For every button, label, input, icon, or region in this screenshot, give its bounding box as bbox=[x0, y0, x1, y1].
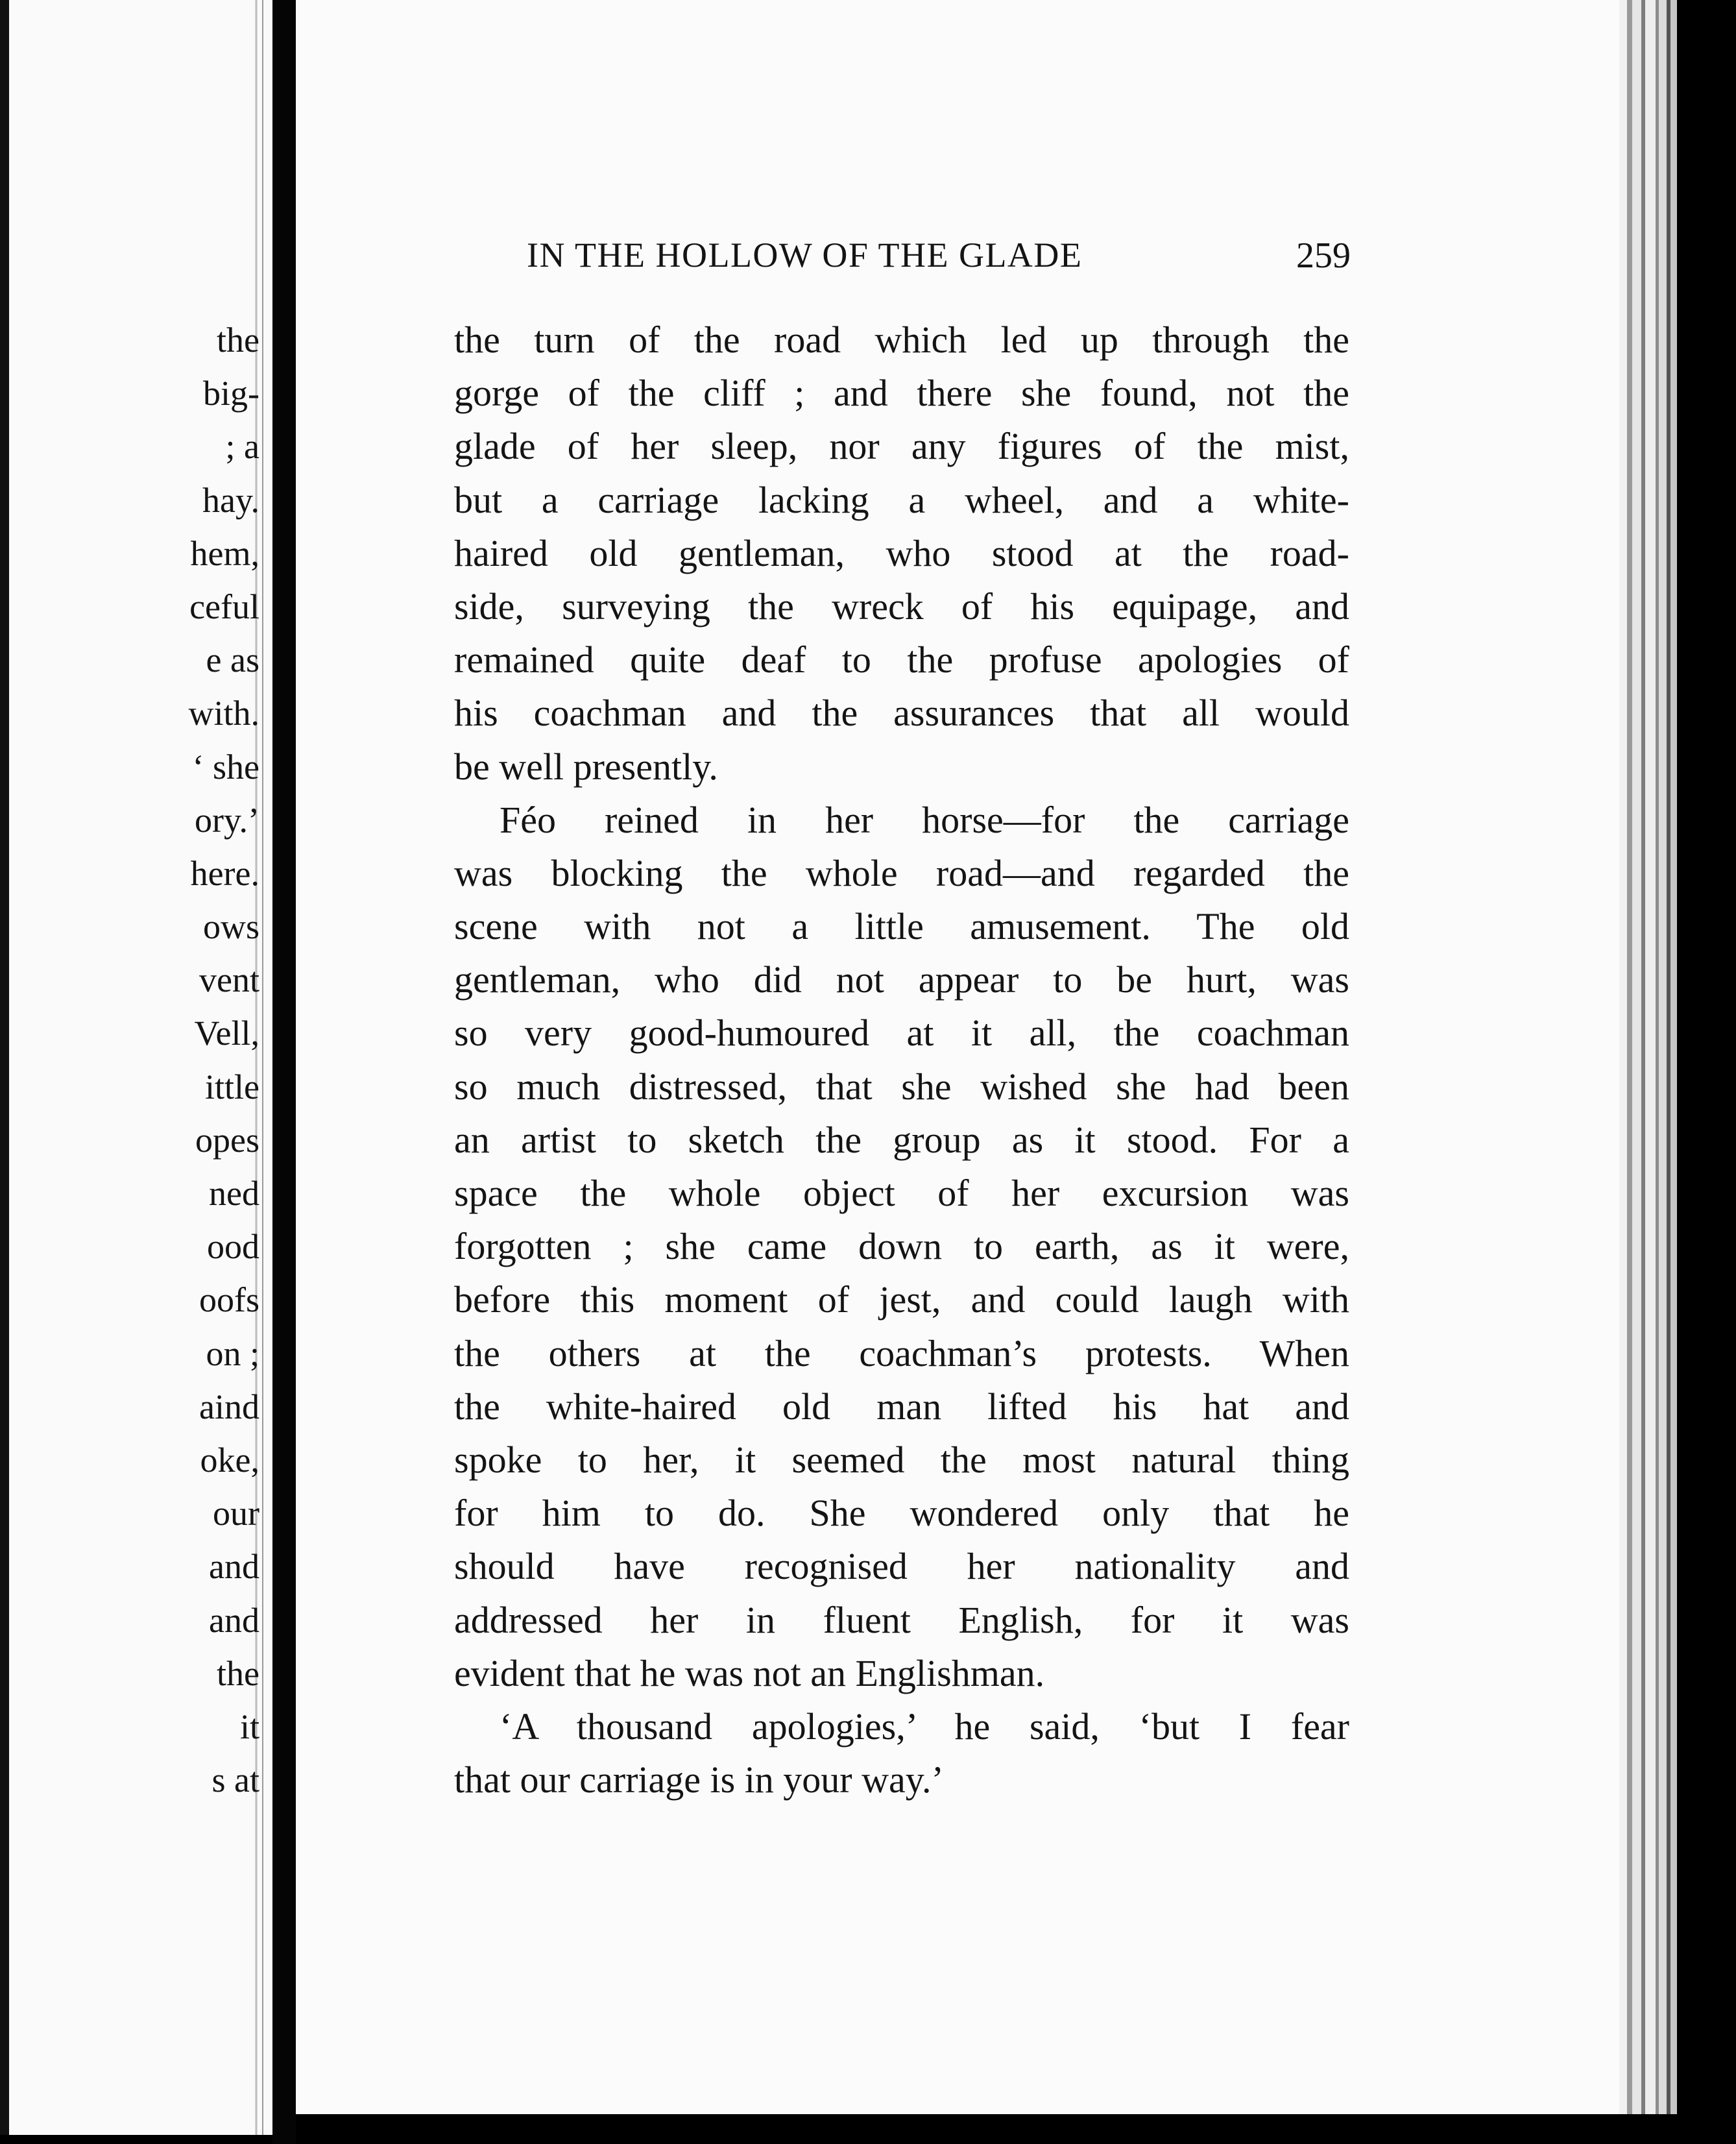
text-line: spoke to her, it seemed the most natural thing bbox=[454, 1438, 1349, 1481]
running-head bbox=[527, 235, 1351, 287]
previous-page-line-fragment: ood bbox=[207, 1227, 259, 1267]
previous-page-line-fragment: ceful bbox=[189, 587, 259, 626]
previous-page-line-fragment: ows bbox=[202, 907, 259, 947]
previous-page-line-fragment: aind bbox=[199, 1387, 259, 1426]
previous-page-line-fragment: opes bbox=[195, 1120, 259, 1160]
previous-page-line-fragment: it bbox=[239, 1707, 259, 1746]
text-line: haired old gentleman, who stood at the road- bbox=[454, 531, 1349, 574]
text-line: evident that he was not an Englishman. bbox=[454, 1651, 1045, 1694]
previous-page-line-fragment: ory.’ bbox=[195, 800, 259, 840]
text-line: gorge of the cliff ; and there she found, not the bbox=[454, 372, 1349, 415]
previous-page-line-fragment: Vell, bbox=[194, 1014, 259, 1053]
previous-page-line-fragment: s at bbox=[211, 1760, 259, 1800]
previous-page-line-fragment: hem, bbox=[190, 533, 259, 573]
text-line: the others at the coachman’s protests. When bbox=[454, 1332, 1349, 1374]
previous-page-line-fragment: oofs bbox=[199, 1280, 259, 1320]
running-head-title: IN THE HOLLOW OF THE GLADE bbox=[527, 236, 1083, 274]
text-line: so much distressed, that she wished she had been bbox=[454, 1065, 1349, 1108]
page-number: 259 bbox=[1296, 236, 1351, 276]
previous-page-line-fragment: hay. bbox=[202, 480, 259, 520]
previous-page-line-fragment: here. bbox=[190, 853, 259, 893]
previous-page-line-fragment: oke, bbox=[200, 1440, 259, 1480]
text-line: his coachman and the assurances that all would bbox=[454, 692, 1349, 735]
book-gutter bbox=[272, 0, 296, 2144]
text-line: scene with not a little amusement. The old bbox=[454, 905, 1349, 948]
previous-page-line-fragment: ned bbox=[209, 1174, 259, 1213]
text-line: so very good-humoured at it all, the coachman bbox=[454, 1012, 1349, 1054]
previous-page-line-fragment: the bbox=[217, 321, 259, 359]
text-line: but a carriage lacking a wheel, and a white- bbox=[454, 478, 1349, 521]
text-line: be well presently. bbox=[454, 745, 718, 788]
text-line: Féo reined in her horse—for the carriage bbox=[500, 798, 1349, 841]
text-line: ‘A thousand apologies,’ he said, ‘but I fear bbox=[500, 1705, 1349, 1748]
previous-page-line-fragment: big- bbox=[203, 374, 259, 413]
previous-page-line-fragment: e as bbox=[206, 640, 259, 680]
text-line: addressed her in fluent English, for it was bbox=[454, 1598, 1349, 1641]
text-line: remained quite deaf to the profuse apologies of bbox=[454, 639, 1349, 681]
previous-page-line-fragment: on ; bbox=[206, 1334, 259, 1373]
text-line: side, surveying the wreck of his equipage, and bbox=[454, 585, 1349, 627]
text-line: gentleman, who did not appear to be hurt, was bbox=[454, 958, 1349, 1001]
previous-page-line-fragment: ittle bbox=[205, 1067, 259, 1106]
text-line: was blocking the whole road—and regarded the bbox=[454, 851, 1349, 894]
text-line: the white-haired old man lifted his hat and bbox=[454, 1385, 1349, 1428]
text-line: an artist to sketch the group as it stood. For a bbox=[454, 1118, 1349, 1161]
text-line: that our carriage is in your way.’ bbox=[454, 1759, 944, 1801]
previous-page-text-fragments bbox=[0, 313, 259, 1807]
text-line: forgotten ; she came down to earth, as it were, bbox=[454, 1225, 1349, 1268]
previous-page-line-fragment: and bbox=[209, 1600, 259, 1640]
previous-page-line-fragment: vent bbox=[199, 960, 259, 1000]
previous-page-line-fragment: ‘ she bbox=[192, 747, 259, 786]
text-line: the turn of the road which led up through the bbox=[454, 319, 1349, 361]
previous-page-line-fragment: ; a bbox=[225, 427, 259, 467]
page-block-edges bbox=[1619, 0, 1736, 2144]
previous-page-line-fragment: and bbox=[209, 1547, 259, 1587]
body-text bbox=[454, 313, 1349, 1807]
previous-page-line-fragment: our bbox=[213, 1494, 259, 1533]
text-line: glade of her sleep, nor any figures of the mist, bbox=[454, 425, 1349, 468]
text-line: should have recognised her nationality and bbox=[454, 1545, 1349, 1588]
previous-page-line-fragment: the bbox=[217, 1653, 259, 1693]
text-line: space the whole object of her excursion was bbox=[454, 1172, 1349, 1214]
previous-page-line-fragment: with. bbox=[188, 694, 259, 733]
text-line: before this moment of jest, and could laugh with bbox=[454, 1278, 1349, 1321]
text-line: for him to do. She wondered only that he bbox=[454, 1492, 1349, 1535]
